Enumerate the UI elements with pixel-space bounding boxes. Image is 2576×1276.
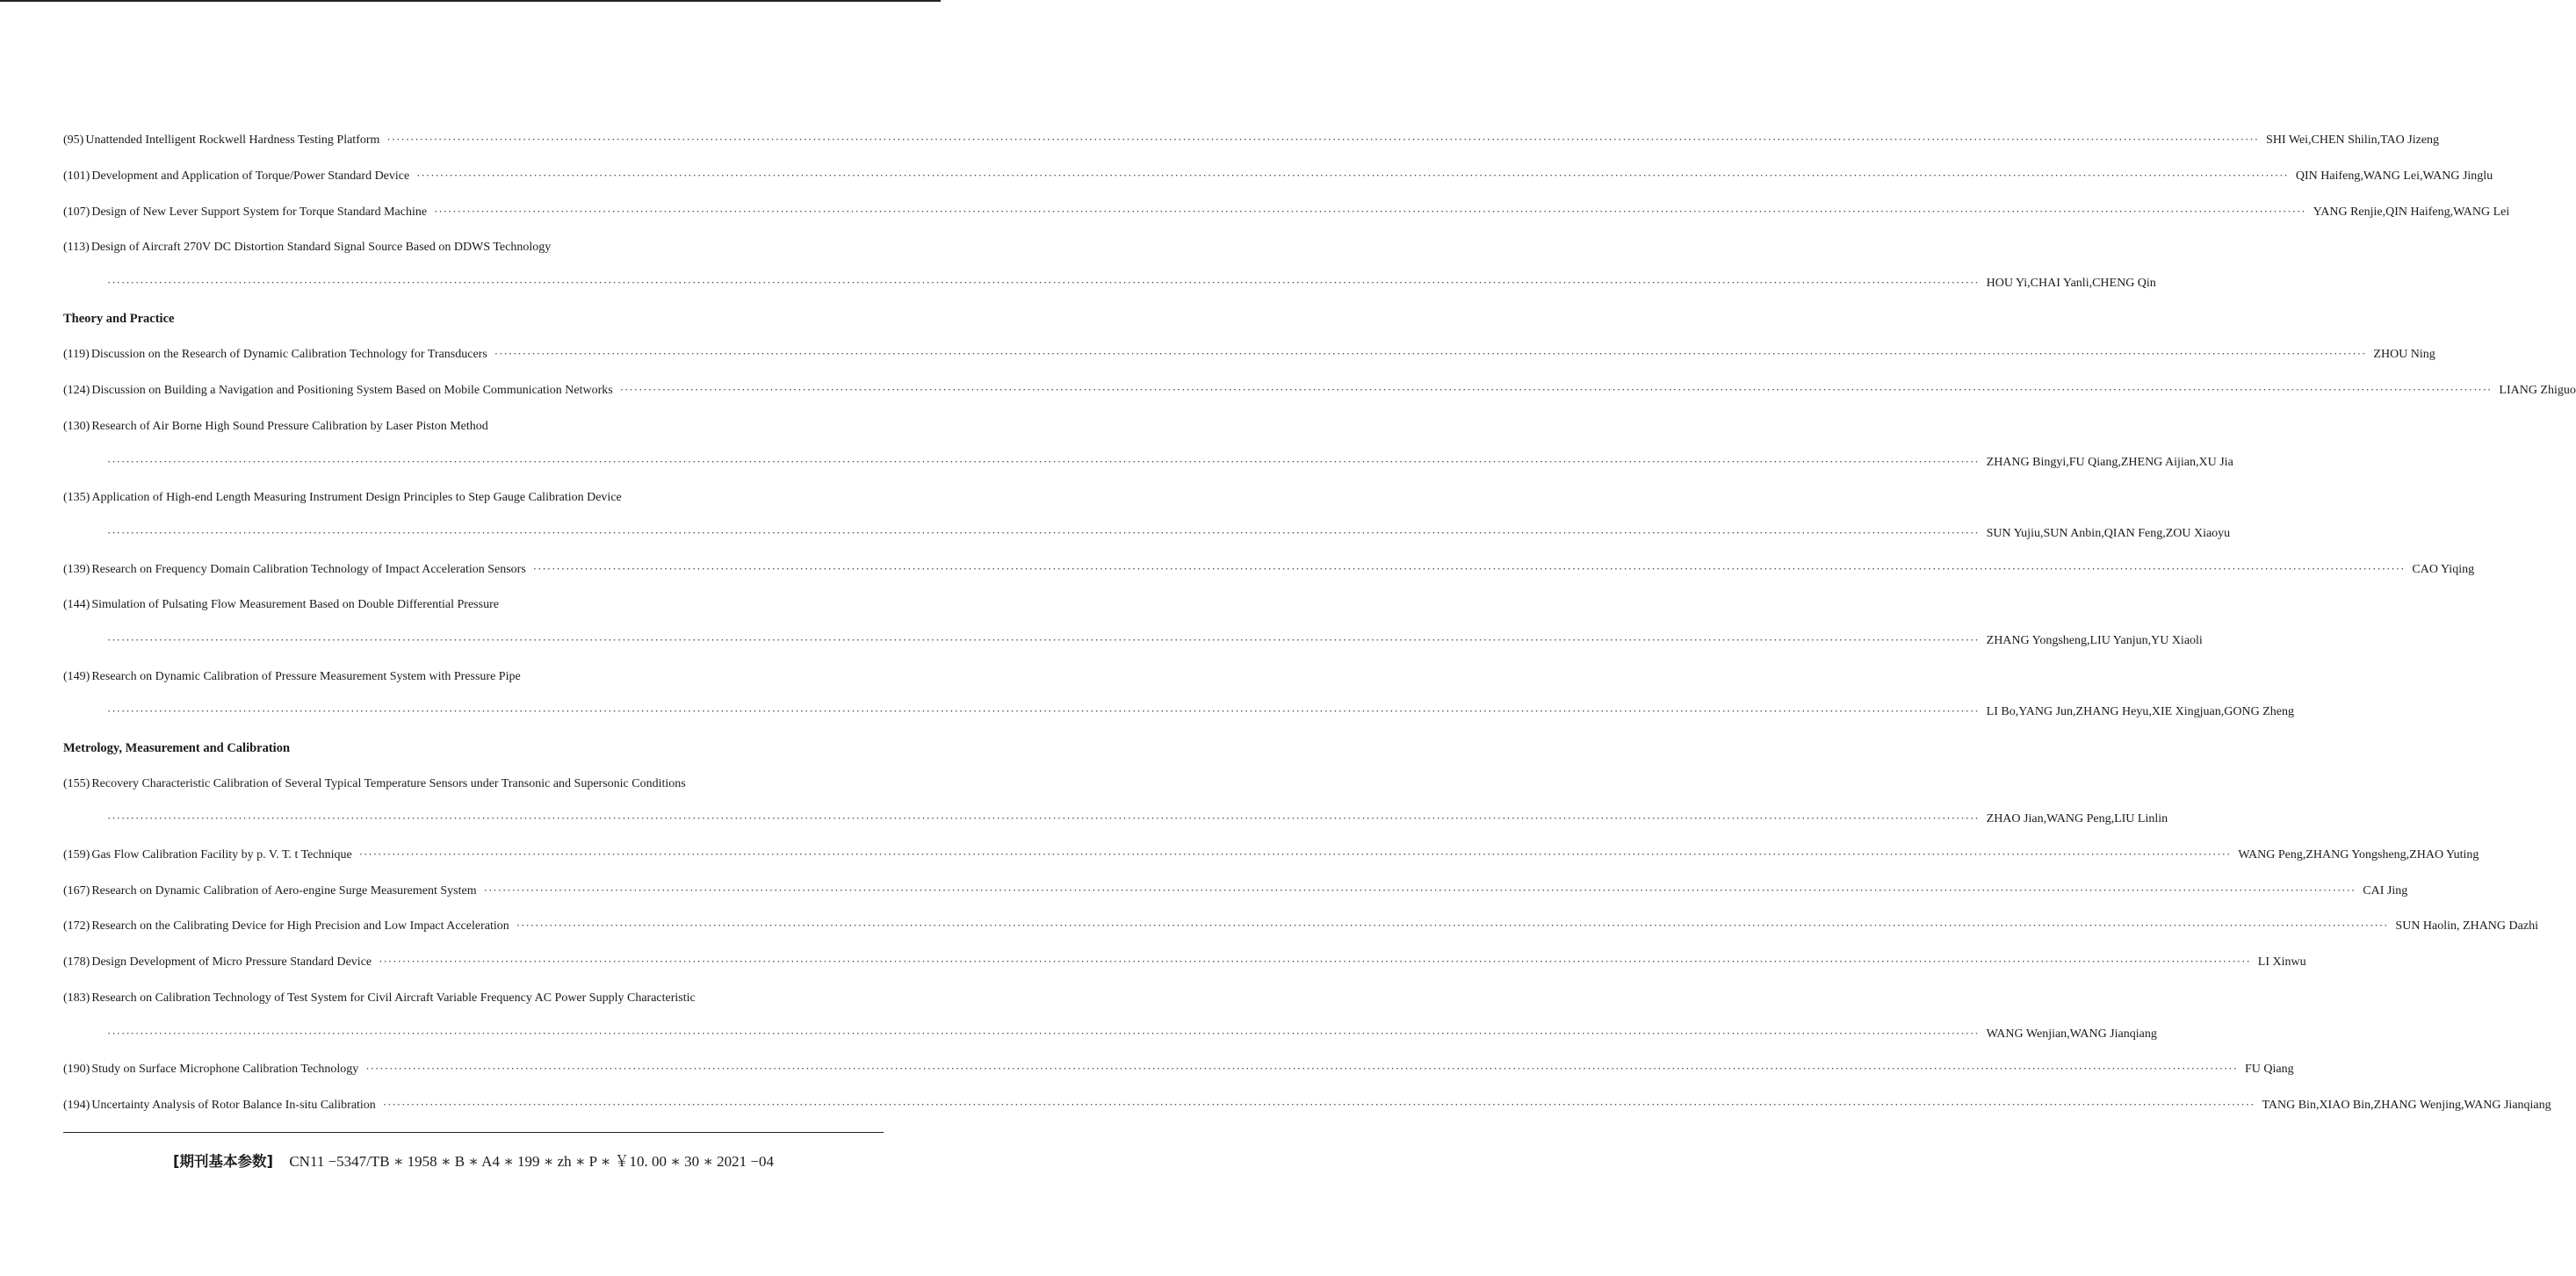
- page-number: (95): [63, 133, 84, 148]
- article-title: Development and Application of Torque/Power Standard Device: [91, 169, 410, 184]
- article-authors: FU Qiang: [2244, 1063, 2294, 1077]
- entry-title: [63, 884, 477, 898]
- article-title: Research on Dynamic Calibration of Pressure Measurement System with Pressure Pipe: [91, 669, 521, 683]
- dot-leader: ················································································································································································································································································································································································································: [379, 955, 2251, 969]
- dot-leader: ················································································································································································································································································································································································································: [358, 847, 2232, 861]
- article-authors: HOU Yi,CHAI Yanli,CHENG Qin: [1986, 277, 2156, 291]
- toc-entry: [63, 230, 884, 266]
- toc-entry-continuation: [63, 802, 2168, 838]
- journal-parameters-values: CN11 −5347/TB ∗ 1958 ∗ B ∗ A4 ∗ 199 ∗ zh ∗ P ∗ ￥10. 00 ∗ 30 ∗ 2021 −04: [289, 1153, 774, 1170]
- article-title: Research on Dynamic Calibration of Aero-engine Surge Measurement System: [91, 883, 477, 898]
- article-title: Discussion on the Research of Dynamic Calibration Technology for Transducers: [90, 348, 487, 362]
- page-number: (172): [63, 919, 90, 934]
- entry-title: [63, 169, 409, 184]
- dot-leader: ················································································································································································································································································································································································································: [382, 1097, 2255, 1111]
- toc-entry: [63, 945, 2306, 981]
- toc-entry: [63, 480, 884, 516]
- entry-title: [63, 384, 613, 398]
- entry-title: [63, 1063, 358, 1077]
- toc-entry-continuation: [63, 695, 2294, 731]
- article-authors: QIN Haifeng,WANG Lei,WANG Jinglu: [2295, 169, 2493, 184]
- toc-entry: [63, 123, 2440, 159]
- toc-entry-continuation: [63, 444, 2233, 480]
- dot-leader: ················································································································································································································································································································································································································: [532, 561, 2406, 575]
- article-authors: SUN Yujiu,SUN Anbin,QIAN Feng,ZOU Xiaoyu: [1986, 526, 2231, 540]
- dot-leader: ················································································································································································································································································································································································································: [416, 169, 2289, 183]
- top-rule: [0, 0, 941, 2]
- page-number: (190): [63, 1063, 90, 1077]
- entry-title: [63, 598, 499, 612]
- article-title: Research on the Calibrating Device for High Precision and Low Impact Acceleration: [91, 919, 509, 934]
- dot-leader: ················································································································································································································································································································································································································: [365, 1062, 2238, 1076]
- toc-entry-continuation: [63, 624, 2203, 660]
- dot-leader: ················································································································································································································································································································································································································: [107, 811, 1980, 825]
- dot-leader: ················································································································································································································································································································································································································: [619, 383, 2493, 397]
- toc-entry: [63, 659, 884, 695]
- entry-title: [63, 848, 352, 862]
- article-title: Application of High-end Length Measuring Instrument Design Principles to Step Gauge Calibration Device: [91, 491, 622, 505]
- article-title: Study on Surface Microphone Calibration Technology: [91, 1063, 359, 1077]
- dot-leader: ················································································································································································································································································································································································································: [483, 883, 2356, 897]
- article-title: Design Development of Micro Pressure Standard Device: [91, 955, 372, 970]
- toc-entry: [63, 873, 2408, 909]
- page-number: (144): [63, 598, 90, 612]
- article-authors: WANG Wenjian,WANG Jianqiang: [1986, 1027, 2157, 1041]
- dot-leader: ················································································································································································································································································································································································································: [107, 276, 1980, 290]
- page-number: (159): [63, 848, 90, 862]
- page-number: (139): [63, 562, 90, 576]
- page-number: (130): [63, 419, 90, 433]
- dot-leader: ················································································································································································································································································································································································································: [107, 454, 1980, 468]
- article-authors: SUN Haolin, ZHANG Dazhi: [2395, 919, 2538, 934]
- toc-entry: [63, 194, 2510, 230]
- article-authors: CAI Jing: [2363, 883, 2408, 898]
- article-authors: LIANG Zhiguo: [2499, 384, 2576, 398]
- dot-leader: ················································································································································································································································································································································································································: [107, 525, 1980, 539]
- article-authors: ZHOU Ning: [2373, 348, 2435, 362]
- page-number: (119): [63, 348, 90, 362]
- article-authors: ZHANG Yongsheng,LIU Yanjun,YU Xiaoli: [1986, 633, 2203, 647]
- page-number: (107): [63, 205, 90, 219]
- article-title: Gas Flow Calibration Facility by p. V. T. t Technique: [91, 848, 352, 862]
- table-of-contents: [63, 123, 2576, 1123]
- entry-title: [63, 563, 526, 577]
- article-title: Design of Aircraft 270V DC Distortion Standard Signal Source Based on DDWS Technology: [90, 241, 552, 255]
- toc-entry: [63, 409, 884, 445]
- toc-entry: [63, 766, 884, 802]
- article-title: Discussion on Building a Navigation and Positioning System Based on Mobile Communication Networks: [91, 384, 613, 398]
- article-title: Design of New Lever Support System for Torque Standard Machine: [91, 205, 428, 219]
- page-number: (167): [63, 883, 90, 898]
- article-authors: CAO Yiqing: [2412, 562, 2475, 576]
- dot-leader: ················································································································································································································································································································································································································: [107, 632, 1980, 646]
- article-authors: WANG Peng,ZHANG Yongsheng,ZHAO Yuting: [2238, 848, 2479, 862]
- toc-entry-continuation: [63, 1016, 2157, 1052]
- article-title: Recovery Characteristic Calibration of Several Typical Temperature Sensors under Transonic and Supersonic Conditions: [91, 776, 686, 790]
- dot-leader: ················································································································································································································································································································································································································: [494, 347, 2367, 361]
- entry-title: [63, 420, 488, 434]
- dot-leader: ················································································································································································································································································································································································································: [516, 919, 2389, 933]
- entry-title: [63, 777, 686, 791]
- article-title: Research of Air Borne High Sound Pressure Calibration by Laser Piston Method: [91, 419, 488, 433]
- page-number: (183): [63, 991, 90, 1005]
- article-title: Uncertainty Analysis of Rotor Balance In-situ Calibration: [91, 1098, 376, 1112]
- article-title: Unattended Intelligent Rockwell Hardness Testing Platform: [85, 133, 380, 148]
- page-number: (135): [63, 491, 90, 505]
- toc-entry: [63, 1052, 2294, 1088]
- section-heading: Metrology, Measurement and Calibration: [63, 740, 291, 755]
- toc-entry: [63, 838, 2479, 874]
- article-title: Research on Calibration Technology of Test System for Civil Aircraft Variable Frequency AC Power Supply Characteristic: [91, 991, 696, 1005]
- page-number: (178): [63, 955, 90, 970]
- article-authors: ZHANG Bingyi,FU Qiang,ZHENG Aijian,XU Jia: [1986, 455, 2233, 469]
- dot-leader: ················································································································································································································································································································································································································: [386, 133, 2260, 147]
- journal-parameters-label: [期刊基本参数]: [173, 1153, 274, 1170]
- dot-leader: ················································································································································································································································································································································································································: [107, 704, 1980, 718]
- entry-title: [63, 348, 487, 362]
- section-heading: Theory and Practice: [63, 312, 175, 327]
- toc-entry: [63, 1088, 2551, 1124]
- article-authors: ZHAO Jian,WANG Peng,LIU Linlin: [1986, 812, 2168, 826]
- article-authors: LI Bo,YANG Jun,ZHANG Heyu,XIE Xingjuan,GONG Zheng: [1986, 705, 2294, 719]
- page-number: (113): [63, 241, 90, 255]
- toc-entry: [63, 588, 884, 624]
- dot-leader: ················································································································································································································································································································································································································: [434, 204, 2306, 218]
- journal-parameters: [63, 1149, 884, 1171]
- page-number: (124): [63, 384, 90, 398]
- entry-title: [63, 133, 379, 148]
- page-number: (101): [63, 169, 90, 184]
- toc-entry: [63, 337, 2435, 373]
- dot-leader: ················································································································································································································································································································································································································: [107, 1026, 1980, 1040]
- entry-title: [63, 241, 551, 255]
- article-title: Research on Frequency Domain Calibration Technology of Impact Acceleration Sensors: [91, 562, 526, 576]
- toc-entry-continuation: [63, 516, 2231, 552]
- entry-title: [63, 955, 372, 970]
- toc-entry: [63, 981, 884, 1017]
- entry-title: [63, 491, 622, 505]
- toc-entry-continuation: [63, 266, 2156, 302]
- entry-title: [63, 205, 427, 220]
- page-number: (155): [63, 776, 90, 790]
- page-number: (194): [63, 1098, 90, 1112]
- article-authors: LI Xinwu: [2257, 955, 2306, 970]
- toc-entry: [63, 373, 2576, 409]
- entry-title: [63, 670, 521, 684]
- page-number: (149): [63, 669, 90, 683]
- entry-title: [63, 1099, 376, 1113]
- article-authors: SHI Wei,CHEN Shilin,TAO Jizeng: [2266, 133, 2440, 148]
- article-authors: YANG Renjie,QIN Haifeng,WANG Lei: [2313, 205, 2510, 219]
- article-authors: TANG Bin,XIAO Bin,ZHANG Wenjing,WANG Jianqiang: [2262, 1098, 2551, 1112]
- entry-title: [63, 919, 509, 934]
- toc-entry: [63, 909, 2538, 945]
- toc-entry: [63, 551, 2475, 588]
- footer-divider: [63, 1132, 884, 1133]
- entry-title: [63, 991, 696, 1006]
- article-title: Simulation of Pulsating Flow Measurement Based on Double Differential Pressure: [91, 598, 499, 612]
- toc-entry: [63, 159, 2493, 195]
